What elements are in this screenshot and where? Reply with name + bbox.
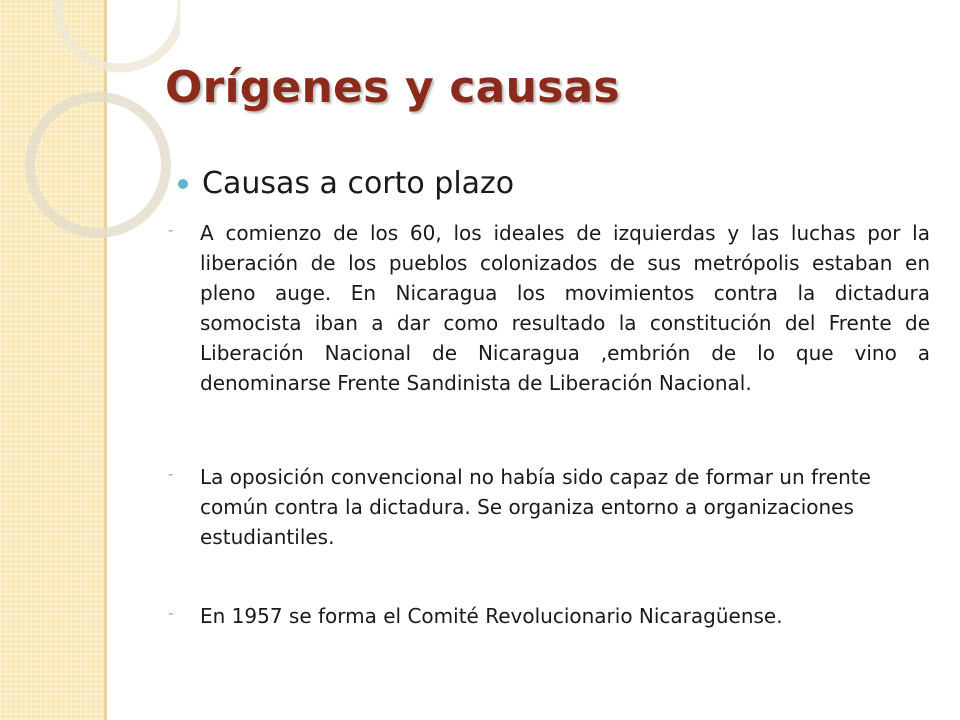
dash-bullet-icon: - [168, 465, 174, 483]
bullet-dot-icon [178, 179, 188, 189]
subheading-text: Causas a corto plazo [202, 166, 515, 201]
list-item-text: La oposición convencional no había sido capaz de formar un frente común contra la dictadura. Se organiza entorno a organizaciones estudiantiles. [200, 465, 871, 549]
decorative-rings [0, 0, 180, 300]
dash-bullet-icon: - [168, 604, 174, 622]
subheading [178, 166, 514, 201]
list-item [168, 462, 930, 552]
dash-bullet-icon: - [168, 221, 174, 239]
list-item [168, 218, 930, 398]
list-item-text: A comienzo de los 60, los ideales de izquierdas y las luchas por la liberación de los pueblos colonizados de sus metrópolis estaban en pleno auge. En Nicaragua los movimientos contra la dictadura somocista iban a dar como resultado la constitución del Frente de Liberación Nacional de Nicaragua ,embrión de lo que vino a denominarse Frente Sandinista de Liberación Nacional. [200, 221, 930, 395]
list-item-text: En 1957 se forma el Comité Revolucionario Nicaragüense. [200, 604, 783, 628]
list-item [168, 601, 930, 631]
slide-title: Orígenes y causas [165, 62, 620, 113]
